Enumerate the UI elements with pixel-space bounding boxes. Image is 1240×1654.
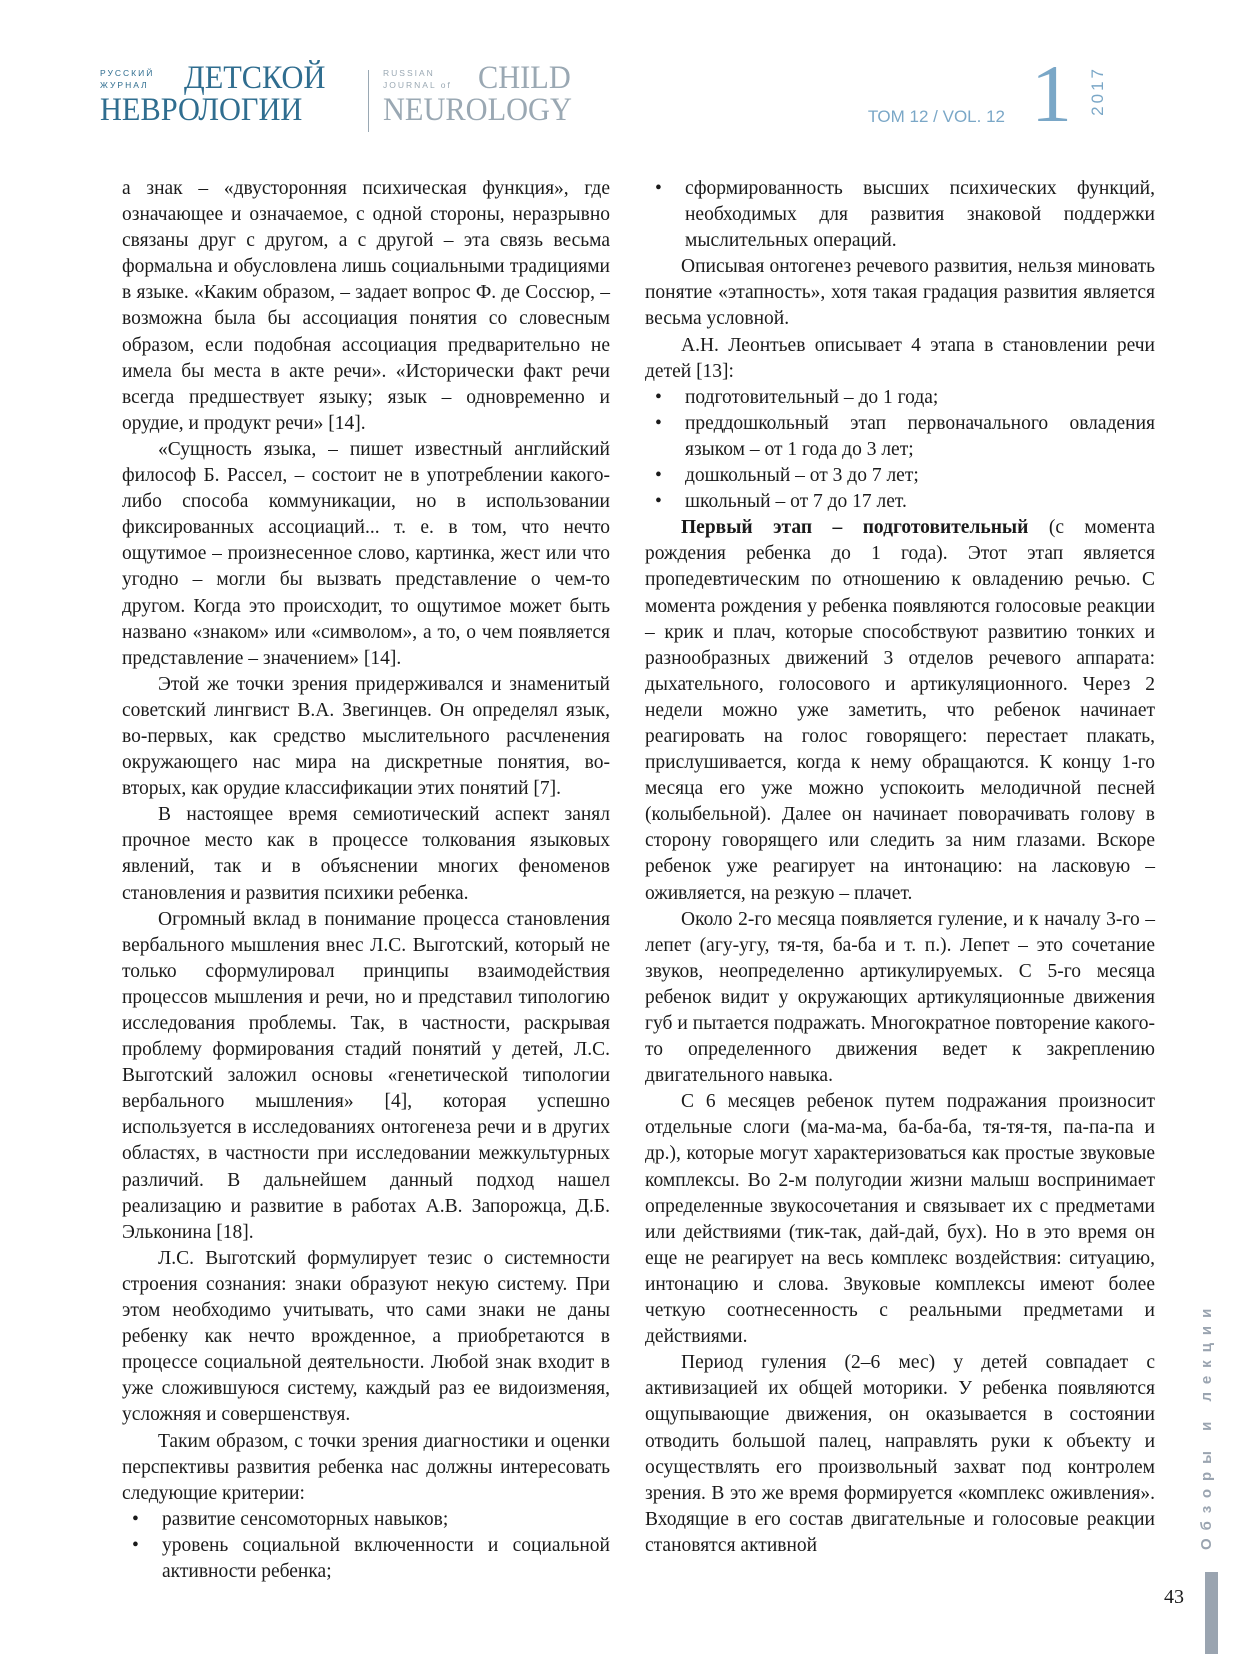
paragraph xyxy=(645,907,1155,1090)
paragraph xyxy=(122,176,610,437)
paragraph-text: В настоящее время семиотический аспект занял прочное место как в процессе толкования языковых явлений, так и в объяснении многих феноменов становления и развития психики ребенка. xyxy=(122,804,610,904)
list-item: • сформированность высших психических функций, необходимых для развития знаковой поддержки мыслительных операций. xyxy=(645,176,1155,254)
section-label: Обзоры и лекции xyxy=(1198,1300,1215,1550)
bullet-list xyxy=(122,1507,610,1585)
list-item: • подготовительный – до 1 года; xyxy=(645,385,1155,411)
paragraph xyxy=(645,515,1155,906)
paragraph xyxy=(122,802,610,906)
en-title-1: CHILD xyxy=(478,60,571,96)
left-column xyxy=(122,176,610,1585)
paragraph-text: Этой же точки зрения придерживался и знаменитый советский лингвист В.А. Звегинцев. Он определял язык, во-первых, как средство мыслительного расчленения окружающего нас мира на дискретные понятия, во-вторых, как орудие классификации этих понятий [7]. xyxy=(122,673,610,800)
ru-title-2: НЕВРОЛОГИИ xyxy=(100,92,303,128)
paragraph xyxy=(122,1246,610,1429)
paragraph-text: С 6 месяцев ребенок путем подражания произносит отдельные слоги (ма-ма-ма, ба-ба-ба, тя-тя-тя, па-па-па и др.), которые могут характеризоваться как простые звуковые комплексы. Во 2-м полугодии жизни малыш воспринимает определенные звукосочетания и связывает их с предметами или действиями (тик-так, дай-дай, бух). Но в это время он еще не реагирует на весь комплекс воздействия: ситуацию, интонацию и слова. Звуковые комплексы имеют более четкую соотнесенность с реальными предметами и действиями. xyxy=(645,1091,1155,1348)
year-label: 2017 xyxy=(1088,66,1107,116)
paragraph xyxy=(645,1350,1155,1559)
page-number: 43 xyxy=(1164,1586,1184,1608)
paragraph-text: «Сущность языка, – пишет известный английский философ Б. Рассел, – состоит не в употреблении какого-либо способа коммуникации, но в использовании фиксированных ассоциаций... т. е. в том, что нечто ощутимое – произнесенное слово, картинка, жест или что угодно – могли бы вызвать представление о чем-то другом. Когда это происходит, то ощутимое может быть названо «знаком» или «символом», а то, о чем появляется представление – значением» [14]. xyxy=(122,438,610,669)
issue-number: 1 xyxy=(1031,48,1072,139)
ru-small-line-2: ЖУРНАЛ xyxy=(100,80,149,90)
list-item: • уровень социальной включенности и социальной активности ребенка; xyxy=(122,1533,610,1585)
paragraph-text: Описывая онтогенез речевого развития, нельзя миновать понятие «этапность», хотя такая градация развития является весьма условной. xyxy=(645,256,1155,330)
paragraph-text: Л.С. Выготский формулирует тезис о системности строения сознания: знаки образуют некую систему. При этом необходимо учитывать, что сами знаки не даны ребенку как нечто врожденное, а приобретаются в процессе социальной деятельности. Любой знак входит в уже сложившуюся систему, каждый раз ее видоизменяя, усложняя и совершенствуя. xyxy=(122,1247,610,1426)
paragraph xyxy=(645,254,1155,332)
list-item: • развитие сенсомоторных навыков; xyxy=(122,1507,610,1533)
section-bar xyxy=(1205,1572,1218,1654)
en-title-2: NEUROLOGY xyxy=(383,92,572,128)
paragraph-text: Таким образом, с точки зрения диагностики и оценки перспективы развития ребенка нас должны интересовать следующие критерии: xyxy=(122,1430,610,1504)
paragraph xyxy=(122,907,610,1246)
right-column xyxy=(645,176,1155,1559)
paragraph xyxy=(645,1089,1155,1350)
list-item: • преддошкольный этап первоначального овладения языком – от 1 года до 3 лет; xyxy=(645,411,1155,463)
ru-small-line-1: РУССКИЙ xyxy=(100,68,155,78)
paragraph xyxy=(645,333,1155,385)
paragraph-text: Около 2-го месяца появляется гуление, и к началу 3-го – лепет (агу-угу, тя-тя, ба-ба и т. п.). Лепет – это сочетание звуков, неопределенно артикулируемых. С 5-го месяца ребенок видит у окружающих артикуляционные движения губ и пытается подражать. Многократное повторение какого-то определенного движения ведет к закреплению двигательного навыка. xyxy=(645,908,1155,1087)
volume-label: ТОМ 12 / VOL. 12 xyxy=(867,107,1005,126)
en-small-line-2: JOURNAL of xyxy=(383,80,452,90)
ru-title-1: ДЕТСКОЙ xyxy=(184,60,326,96)
paragraph-text: (с момента рождения ребенка до 1 года). Этот этап является пропедевтическим по отношению к овладению речью. С момента рождения у ребенка появляются голосовые реакции – крик и плач, которые способствуют развитию тонких и разнообразных движений 3 отделов речевого аппарата: дыхательного, голосового и артикуляционного. Через 2 недели можно уже заметить, что ребенок начинает реагировать на голос говорящего: перестает плакать, прислушивается, когда к нему обращаются. К концу 1-го месяца его уже можно успокоить мелодичной песней (колыбельной). Далее он начинает поворачивать голову в сторону говорящего или следить за ним глазами. Вскоре ребенок уже реагирует на интонацию: на ласковую – оживляется, на резкую – плачет. xyxy=(645,517,1155,904)
paragraph xyxy=(122,437,610,672)
bullet-list xyxy=(645,176,1155,254)
paragraph xyxy=(122,672,610,802)
paragraph-text: а знак – «двусторонняя психическая функция», где означающее и означаемое, с одной стороны, неразрывно связаны друг с другом, а с другой – эта связь весьма формальна и обусловлена лишь социальными традициями в языке. «Каким образом, – задает вопрос Ф. де Соссюр, – возможна была бы ассоциация понятия со словесным образом, если подобная ассоциация предварительно не имела бы места в акте речи». «Исторически факт речи всегда предшествует языку; язык – одновременно и орудие, и продукт речи» [14]. xyxy=(122,178,610,434)
header-divider xyxy=(368,70,369,132)
en-small-line-1: RUSSIAN xyxy=(383,68,435,78)
paragraph-lead: Первый этап – подготовительный xyxy=(681,517,1029,539)
bullet-list xyxy=(645,385,1155,515)
journal-header xyxy=(100,48,1180,142)
list-item: • дошкольный – от 3 до 7 лет; xyxy=(645,463,1155,489)
list-item: • школьный – от 7 до 17 лет. xyxy=(645,489,1155,515)
paragraph-text: Огромный вклад в понимание процесса становления вербального мышления внес Л.С. Выготский, который не только сформулировал принципы взаимодействия процессов мышления и речи, но и представил типологию исследования проблемы. Так, в частности, раскрывая проблему формирования стадий понятий у детей, Л.С. Выготский заложил основы «генетической типологии вербального мышления» [4], которая успешно используется в исследованиях онтогенеза речи и в других областях, в частности при исследовании межкультурных различий. В дальнейшем данный подход нашел реализацию и развитие в работах А.В. Запорожца, Д.Б. Эльконина [18]. xyxy=(122,908,610,1243)
paragraph-text: А.Н. Леонтьев описывает 4 этапа в становлении речи детей [13]: xyxy=(645,334,1155,382)
paragraph xyxy=(122,1429,610,1507)
paragraph-text: Период гуления (2–6 мес) у детей совпадает с активизацией их общей моторики. У ребенка появляются ощупывающие движения, он оказывается в состоянии отводить большой палец, направлять руки к объекту и осуществлять его произвольный захват под контролем зрения. В это же время формируется «комплекс оживления». Входящие в его состав двигательные и голосовые реакции становятся активной xyxy=(645,1352,1155,1556)
